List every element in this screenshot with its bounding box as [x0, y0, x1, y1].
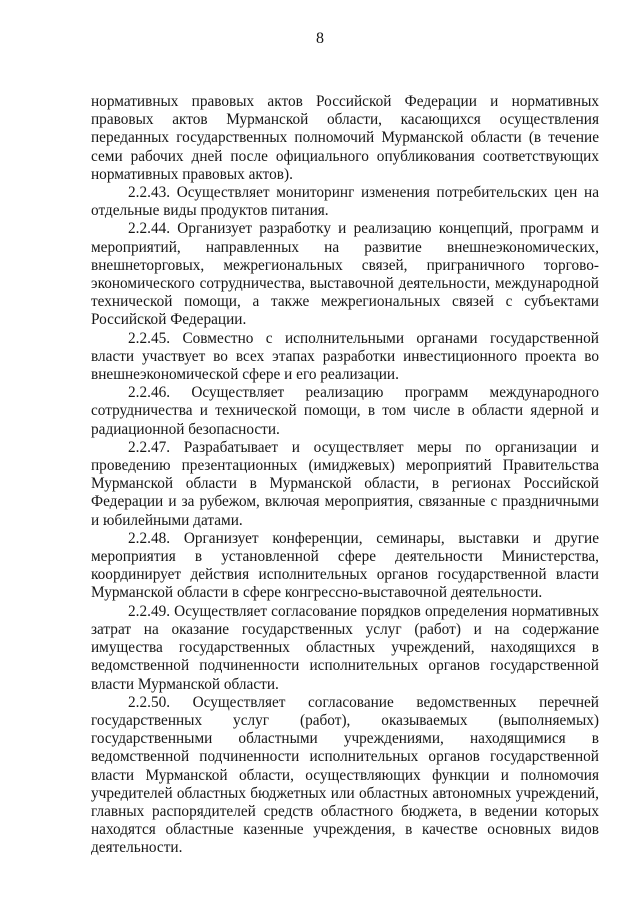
paragraph-2-2-49: 2.2.49. Осуществляет согласование порядков определения нормативных затрат на оказание государственных услуг (работ) и на содержание имущества государственных областных учреждений, находящихся в ведомственной подчиненности исполнительных органов государственной власти Мурманской области. — [91, 602, 599, 693]
document-body — [91, 93, 599, 858]
paragraph-continuation: нормативных правовых актов Российской Федерации и нормативных правовых актов Мурманской области, касающихся осуществления переданных государственных полномочий Мурманской области (в течение семи рабочих дней после официального опубликования соответствующих нормативных правовых актов). — [91, 93, 599, 183]
paragraph-2-2-44: 2.2.44. Организует разработку и реализацию концепций, программ и мероприятий, направленных на развитие внешнеэкономических, внешнеторговых, межрегиональных связей, приграничного торгово-экономического сотрудничества, выставочной деятельности, международной технической помощи, а также межрегиональных связей с субъектами Российской Федерации. — [91, 220, 599, 329]
paragraph-2-2-46: 2.2.46. Осуществляет реализацию программ международного сотрудничества и технической помощи, в том числе в области ядерной и радиационной безопасности. — [91, 384, 599, 438]
paragraph-2-2-50: 2.2.50. Осуществляет согласование ведомственных перечней государственных услуг (работ), оказываемых (выполняемых) государственными областными учреждениями, находящимися в ведомственной подчиненности исполнительных органов государственной власти Мурманской области, осуществляющих функции и полномочия учредителей областных бюджетных или областных автономных учреждений, главных распорядителей средств областного бюджета, в ведении которых находятся областные казенные учреждения, в качестве основных видов деятельности. — [91, 693, 599, 857]
paragraph-2-2-47: 2.2.47. Разрабатывает и осуществляет меры по организации и проведению презентационных (имиджевых) мероприятий Правительства Мурманской области в Мурманской области, в регионах Российской Федерации и за рубежом, включая мероприятия, связанные с праздничными и юбилейными датами. — [91, 438, 599, 529]
paragraph-2-2-48: 2.2.48. Организует конференции, семинары, выставки и другие мероприятия в установленной сфере деятельности Министерства, координирует действия исполнительных органов государственной власти Мурманской области в сфере конгрессно-выставочной деятельности. — [91, 529, 599, 602]
paragraph-2-2-45: 2.2.45. Совместно с исполнительными органами государственной власти участвует во всех этапах разработки инвестиционного проекта во внешнеэкономической сфере и его реализации. — [91, 329, 599, 384]
paragraph-2-2-43: 2.2.43. Осуществляет мониторинг изменения потребительских цен на отдельные виды продуктов питания. — [91, 184, 599, 220]
page-number: 8 — [316, 30, 324, 47]
